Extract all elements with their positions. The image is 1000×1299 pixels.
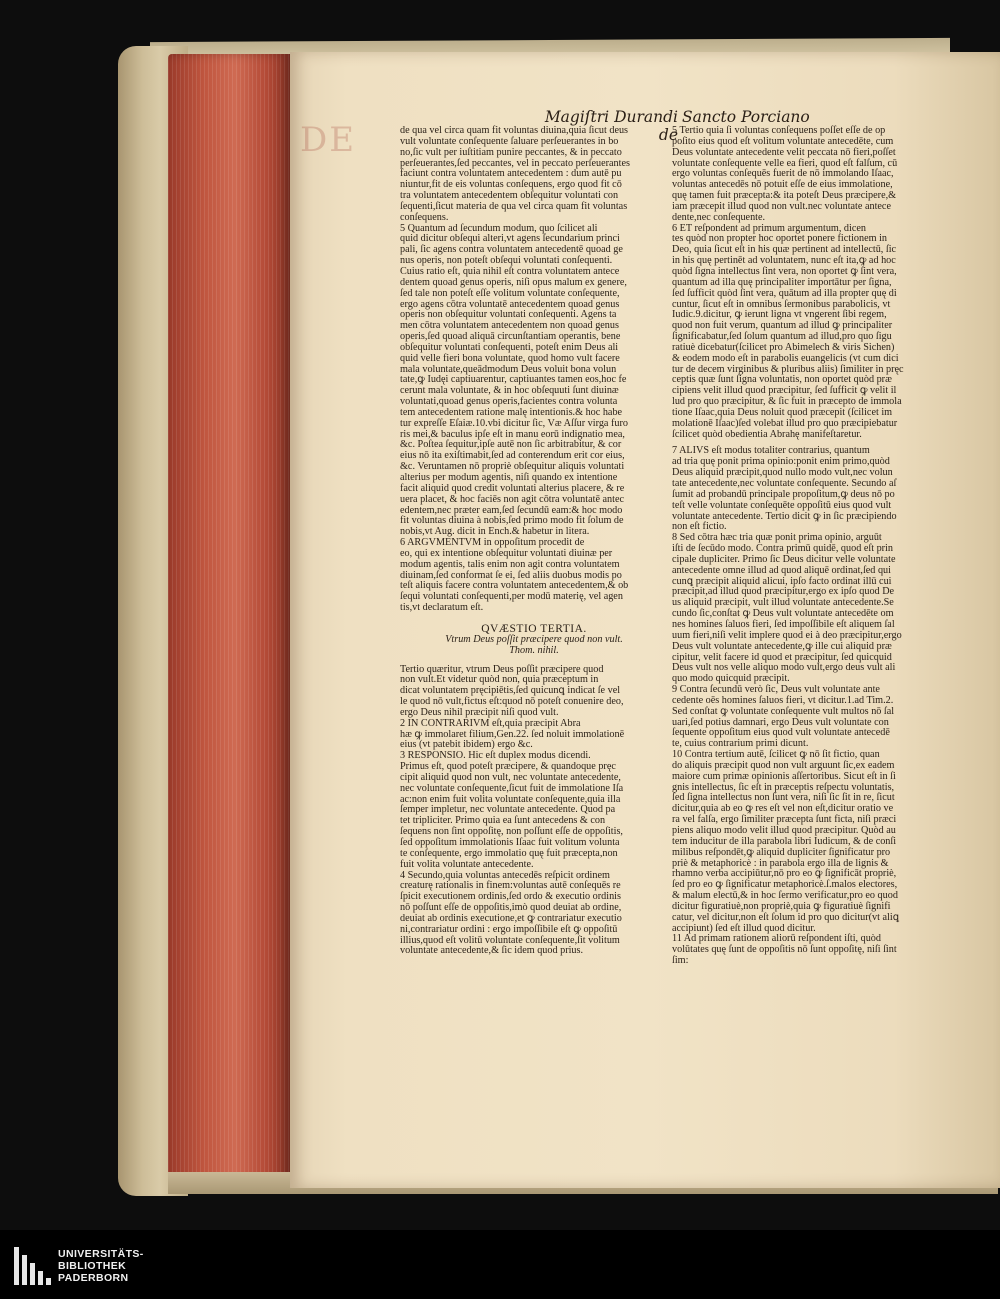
- text-line: 10 Contra tertium autē, ſcilicet ꝙ nō ſit fictio, quan: [672, 749, 880, 761]
- text-line: de qua vel circa quam fit voluntas diuina,quia ſicut deus: [400, 125, 629, 136]
- text-line: lud pro quo præcipitur, & ſic fuit in præcepto de immola: [672, 396, 902, 408]
- text-line: 5 Quantum ad ſecundum modum, quo ſcilicet ali: [400, 222, 598, 234]
- text-line: uera placet, & hoc faciēs non agit cōtra voluntatē antec: [400, 493, 625, 505]
- text-line: ſed ſigna intellectus non ſunt vera, niſi ſic ſit in re, ſicut: [672, 792, 895, 804]
- text-line: cundo ſic,conſtat ꝙ Deus vult voluntate antecedēte om: [672, 608, 894, 620]
- text-line: nes homines ſaluos fieri, ſed impoſſibile eſt aliquem ſal: [672, 618, 895, 630]
- running-head-left: Magiſtri Durandi de: [544, 108, 678, 144]
- text-line: vult voluntate conſequente ſaluare perſeuerantes in bo: [400, 135, 619, 147]
- text-line: 9 Contra ſecundū verò ſic, Deus vult voluntate ante: [672, 684, 880, 696]
- text-line: ſed tale non poteſt eſſe volitum voluntate conſequente,: [400, 287, 620, 299]
- text-line: ſpicit executionem ordinis,ſed ordo & executio ordinis: [400, 891, 621, 903]
- text-line: 4 Secundo,quia voluntas antecedēs reſpicit ordinem: [400, 869, 610, 881]
- text-line: hæ ꝙ immolaret filium,Gen.22. ſed noluit immolationē: [400, 728, 625, 740]
- text-line: ſequente oppoſitum eius quod vult voluntate antecedē: [672, 727, 890, 739]
- text-line: voluntas antecedēs nō potuit eſſe de eius immolatione,: [672, 179, 893, 191]
- logo-line-2: BIBLIOTHEK: [58, 1260, 127, 1272]
- text-line: tet tripliciter. Primo quia ea ſunt antecedens & con: [400, 815, 606, 827]
- text-line: nō poſſunt eſſe de oppoſitis,imò quod deuiat ab ordine,: [400, 902, 622, 914]
- text-line: alterius per modum agentis, niſi quando ex intentione: [400, 472, 618, 483]
- text-line: iam præcepit illud quod non vult.nec voluntate antece: [672, 200, 891, 212]
- text-line: 5 Tertio quia ſi voluntas conſequens poſſet eſſe de op: [672, 125, 886, 136]
- text-line: eo, qui ex intentione obſequitur voluntati diuinæ per: [400, 547, 613, 559]
- text-line: ſequens non ſint oppoſitę, non poſſunt eſſe de oppoſitis,: [400, 826, 623, 838]
- text-line: quod non fuit verum, quantum ad illud ꝙ principaliter: [672, 320, 893, 332]
- text-line: no,ſic vult per iuſtitiam punire peccantes, & in peccato: [400, 146, 622, 158]
- running-head-right: Sancto Porciano: [682, 108, 810, 126]
- text-line: ris mei,& baculus ipſe eſt in manu eorū indignatio mea,: [400, 428, 625, 440]
- text-line: dicat voluntatem pręcipiētis,ſed quicunꝗ indicat ſe vel: [400, 685, 621, 697]
- text-line: diuinam,ſed conformat ſe ei, ſed aliis duobus modis po: [400, 569, 622, 581]
- text-line: iſti de ſecūdo modo. Contra primū quidē, quod eſt prin: [672, 543, 893, 555]
- text-line: in his quę pertinēt ad voluntatem, nunc eſt ita,ꝙ ad hoc: [672, 255, 896, 267]
- text-line: illius,quod eſt volitū voluntate conſequente,ſit volitum: [400, 934, 620, 946]
- left-column-body: [400, 126, 668, 614]
- text-line: ſumit ad probandū principale propoſitum,ꝙ deus nō po: [672, 488, 895, 500]
- text-line: facit aliquid quod credit voluntati alterius placere, & re: [400, 482, 625, 494]
- text-line: Iudic.9.dicitur, ꝙ ierunt ligna vt vngerent ſibi regem,: [672, 309, 887, 321]
- text-column-left: [400, 126, 668, 957]
- text-line: cerunt mala voluntate, & in hoc obſequuti ſunt diuinæ: [400, 385, 619, 397]
- text-line: deuiat ab ordinis executione,et ꝙ contrariatur executio: [400, 912, 622, 924]
- text-line: tes quòd non propter hoc oportet ponere fictionem in: [672, 233, 888, 245]
- text-line: Cuius ratio eſt, quia nihil eſt contra voluntatem antece: [400, 265, 620, 277]
- text-line: ac:non enim fuit volita voluntate conſequente,quia illa: [400, 793, 621, 805]
- text-line: tate antecedente,nec voluntate conſequente. Secundo aſ: [672, 478, 897, 489]
- text-line: te conſequente, ergo immolatio quę fuit præcepta,non: [400, 847, 618, 859]
- text-line: milibus reſpondēt,ꝙ aliquid dupliciter ſignificatur pro: [672, 846, 891, 858]
- text-line: fuit volita voluntate antecedente.: [400, 858, 534, 870]
- text-line: &c. Veruntamen nō propriè obſequitur aliquis voluntati: [400, 461, 625, 473]
- red-page-edges: [168, 54, 290, 1182]
- text-line: us aliquid præcipit, vult illud voluntate antecedente.Se: [672, 597, 894, 609]
- text-line: præcipit,ad illud quod præcipitur,ergo ex ipſo quod De: [672, 586, 895, 598]
- text-line: gnis intellectus, ſic eſt in præceptis reſpectu voluntatis,: [672, 781, 895, 793]
- text-line: 6 ET reſpondent ad primum argumentum, dicen: [672, 222, 866, 234]
- text-line: ſequenti,ſicut materia de qua vel circa quam fit voluntas: [400, 200, 628, 212]
- text-line: cipale dupliciter. Primo ſic Deus dicitur velle voluntate: [672, 553, 896, 565]
- text-line: cipit aliquid quod non vult, nec voluntate antecedente,: [400, 771, 621, 783]
- text-line: Tertio quæritur, vtrum Deus poſſit præcipere quod: [400, 663, 604, 675]
- text-column-right: [672, 126, 934, 967]
- text-line: poſito eius quod eſt volitum voluntate antecedēte, cum: [672, 135, 894, 147]
- text-line: dente,nec conſequente.: [672, 211, 766, 223]
- text-line: eius (vt patebit ibidem) ergo &c.: [400, 739, 533, 751]
- text-line: voluntati,quoad genus operis,facientes contra volunta: [400, 396, 618, 408]
- text-line: creaturę rationalis in finem:voluntas autē conſequēs re: [400, 880, 621, 892]
- text-line: 7 ALIVS eſt modus totaliter contrarius, quantum: [672, 445, 870, 457]
- text-line: faciunt contra voluntatem antecedentem : dum autē pu: [400, 168, 622, 180]
- question-note: Thom. nihil.: [509, 644, 559, 656]
- text-line: quid dicitur obſequi alteri,vt agens ſecundarium princi: [400, 233, 620, 245]
- bleed-through-text: DE: [300, 120, 357, 160]
- text-line: & eodem modo eſt in parabolis euangelicis (vt cum dici: [672, 352, 899, 364]
- text-line: ratiuè dicebatur(ſcilicet pro Abimelech & viris Sichen): [672, 341, 895, 353]
- text-line: nus operis, non poteſt obſequi voluntati conſequenti.: [400, 255, 613, 267]
- text-line: 8 Sed cōtra hæc tria quæ ponit prima opinio, arguūt: [672, 532, 882, 544]
- text-line: men cōtra voluntatem antecedentem non quoad genus: [400, 320, 619, 332]
- text-line: ergo agens cōtra voluntatē antecedentem quoad genus: [400, 298, 620, 310]
- question-subtitle: Vtrum Deus poſſit præcipere quod non vult.: [445, 633, 623, 645]
- text-line: non vult.Et videtur quòd non, quia præceptum in: [400, 674, 599, 686]
- text-line: mala voluntate,queādmodum Deus voluit bona volun: [400, 363, 617, 375]
- text-line: obſequitur voluntati conſequenti, poteſt enim Deus ali: [400, 341, 619, 353]
- text-line: ſequi voluntati conſequenti,per modū materię, vel agen: [400, 591, 623, 603]
- text-line: 2 IN CONTRARIVM eſt,quia præcipit Abra: [400, 717, 581, 729]
- text-line: nobis,vt Aug. dicit in Ench.& habetur in litera.: [400, 526, 590, 538]
- logo-line-1: UNIVERSITÄTS-: [58, 1248, 144, 1260]
- text-line: Primus eſt, quod poteſt præcipere, & quandoque pręc: [400, 761, 616, 773]
- text-line: molationē Iſaac)ſed volebat illud pro quo præcipiebatur: [672, 417, 898, 429]
- library-logo-icon: [14, 1247, 52, 1285]
- text-line: uum fieri,niſi velit implere quod ei à deo præcipitur,ergo: [672, 629, 902, 641]
- text-line: fit voluntas diuina à nobis,ſed primo modo fit ſolum de: [400, 515, 624, 527]
- text-line: eius nō ita exiſtimabit,ſed ad conterendum erit cor eius,: [400, 450, 625, 462]
- text-line: teſt velle voluntate conſequēte oppoſitū eius quod vult: [672, 499, 892, 511]
- text-line: ni,contrariatur ordini : ergo impoſſibile eſt ꝙ oppoſitū: [400, 923, 618, 935]
- text-line: tate,ꝙ Iudęi captiuarentur, captiuantes tamen eos,hoc fe: [400, 374, 627, 386]
- library-logo-text: [58, 1248, 144, 1284]
- text-line: quę tamen fuit præcepta:& ita poteſt Deus præcipere,&: [672, 190, 897, 202]
- text-line: tra voluntatem antecedentem obſequitur voluntati con: [400, 190, 619, 202]
- text-line: tem antecedentem ratione malę intentionis.& hoc habe: [400, 406, 623, 418]
- text-line: & malum electū,& in hoc ſermo verificatur,pro eo quod: [672, 890, 898, 902]
- text-line: antecedente omne illud ad quod aliquē ordinat,ſed qui: [672, 564, 891, 576]
- text-line: 11 Ad primam rationem aliorū reſpondent iſti, quòd: [672, 933, 881, 945]
- logo-line-3: PADERBORN: [58, 1272, 129, 1284]
- text-line: modum agentis, talis enim non agit contra voluntatem: [400, 558, 620, 570]
- text-line: pali, ſic agens contra voluntatem antecedentē quoad ge: [400, 244, 623, 256]
- text-line: &c. Poſtea ſequitur,ipſe autē non ſic arbitrabitur, & cor: [400, 439, 622, 451]
- text-line: edentem,nec præter eam,ſed ſecundū eam:& hoc modo: [400, 504, 623, 516]
- text-line: ſed pro eo ꝙ ſignificatur metaphoricè.ſ.malos electores,: [672, 879, 898, 891]
- text-line: quid velle fieri bona voluntate, quod homo vult facere: [400, 352, 620, 364]
- text-line: 6 ARGVMENTVM in oppoſitum procedit de: [400, 537, 585, 549]
- text-line: accipiunt) ſed eſt illud quod dicitur.: [672, 922, 816, 934]
- text-line: conſequens.: [400, 211, 449, 223]
- text-line: maiore cum primæ opinionis aſſertoribus. Sicut eſt in ſi: [672, 770, 896, 782]
- text-line: dentem quoad genus operis, niſi opus malum ex genere,: [400, 276, 627, 288]
- text-line: ſed ſufficit quòd ſint vera, quātum ad illa propter quę di: [672, 287, 897, 299]
- text-line: ceptis quæ ſunt ſigna voluntatis, non oportet quòd præ: [672, 374, 892, 386]
- text-line: quantum ad illa quę principaliter importātur per ſigna,: [672, 276, 892, 288]
- text-line: quo modo quicquid præcipit.: [672, 673, 790, 685]
- text-line: priè & metaphoricè : in parabola ergo illa de lignis &: [672, 857, 889, 869]
- text-line: ſim:: [672, 955, 689, 967]
- text-line: piens aliquo modo velit illud quod præcipitur. Quòd au: [672, 825, 896, 836]
- library-footer: [0, 1230, 1000, 1299]
- text-line: voluntate antecedente. Tertio dicit ꝙ in ſic præcipiendo: [672, 510, 897, 522]
- text-line: tur expreſſe Eſaiæ.10.vbi dicitur ſic, Væ Aſſur virga furo: [400, 417, 628, 429]
- text-line: cipitur, velit facere id quod et præcipitur, ſed quicquid: [672, 651, 892, 663]
- text-line: ra vel falſa, ergo ſimiliter præcepta ſunt ficta, niſi præci: [672, 814, 897, 826]
- text-line: dicitur,quia ab eo ꝙ res eſt vel non eſt,dicitur oratio ve: [672, 803, 894, 815]
- left-column-body-2: [400, 665, 668, 958]
- text-line: le quod nō vult,fictus eſt:quod nō poteſt conuenire deo,: [400, 696, 624, 708]
- text-line: rhamno verba accipiūtur,nō pro eo ꝙ ſignificāt propriè,: [672, 868, 897, 880]
- text-line: Deus vult nos velle aliquo modo vult,ergo deus vult ali: [672, 662, 896, 674]
- text-line: niuntur,fit de eis voluntas conſequens, ergo quod fit cō: [400, 179, 622, 191]
- text-line: catur, vel dicitur,non eſt ſolum id pro quo dicitur(vt aliꝗ: [672, 911, 900, 923]
- text-line: ſignificabatur,ſed ſolum quantum ad illud,pro quo ſigu: [672, 331, 892, 343]
- text-line: tione Iſaac,quia Deus noluit quod præcepit (ſcilicet im: [672, 406, 893, 418]
- text-line: non eſt fictio.: [672, 521, 727, 533]
- text-line: operis,ſed quoad aliquā circunſtantiam operantis, bene: [400, 331, 621, 343]
- text-line: tem inducitur de illa parabola libri Iudicum, & de conſi: [672, 835, 897, 847]
- text-line: tis,vt declaratum eſt.: [400, 602, 484, 614]
- text-line: tur de decem virginibus & pluribus aliis) ſimiliter in pręc: [672, 363, 904, 375]
- text-line: 3 RESPONSIO. Hic eſt duplex modus dicendi.: [400, 750, 591, 762]
- text-line: ergo Deus nihil præcipit niſi quod vult.: [400, 706, 559, 718]
- text-line: perſeuerantes,ſed peccantes, vel in peccato perſeuerantes: [400, 157, 630, 169]
- text-line: voluntate antecedente,& ſic idem quod prius.: [400, 945, 584, 957]
- text-line: cunꝗ præcipit aliquid alicui, ipſo facto ordinat illū cui: [672, 575, 892, 587]
- text-line: operis non obſequitur voluntati conſequenti. Agens ta: [400, 309, 617, 321]
- text-line: cipiens velit illud quod præcipitur, ſed ſufficit ꝙ velit il: [672, 385, 897, 397]
- text-line: cedente oēs homines ſaluos fieri, vt dicitur.1.ad Tim.2.: [672, 694, 894, 706]
- text-line: teſt aliquis facere contra voluntatem antecedentem,& ob: [400, 580, 629, 592]
- text-line: Deus aliquid præcipit,quod nullo modo vult,nec volun: [672, 467, 893, 479]
- text-line: do aliquis præcipit quod non vult arguunt ſic,ex eadem: [672, 759, 895, 771]
- text-line: nec voluntate conſequente,ſicut fuit de immolatione Iſa: [400, 782, 624, 794]
- text-line: Deus voluntate antecedente velit peccata nō fieri,poſſet: [672, 146, 896, 158]
- text-line: quòd ſigna intellectus ſint vera, non oportet ꝙ ſint vera,: [672, 265, 897, 277]
- text-line: ſemper impletur, nec voluntate antecedente. Quod pa: [400, 804, 616, 816]
- text-line: ergo voluntas conſequēs fuerit de nō immolando Iſaac,: [672, 168, 894, 180]
- text-line: Sed conſtat ꝙ voluntate conſequente vult multos nō ſal: [672, 705, 895, 717]
- text-line: ſcilicet quòd obedientia Abrahę manifeſtaretur.: [672, 428, 862, 440]
- text-line: ad tria quę ponit prima opinio:ponit enim primo,quòd: [672, 456, 890, 468]
- text-line: dicitur figuratiuè,non propriè,quia ꝙ figuratiuè ſignifi: [672, 900, 891, 912]
- text-line: Deus vult voluntate antecedente,ꝙ ille cui aliquid præ: [672, 640, 892, 652]
- text-line: te, cuius contrarium primi dicunt.: [672, 738, 809, 750]
- text-line: volūtates quę ſunt de oppoſitis nō ſunt oppoſitę, niſi ſint: [672, 944, 897, 956]
- text-line: Deo, quia ſicut eſt in his quæ pertinent ad intellectū, ſic: [672, 244, 897, 256]
- text-line: voluntate conſequente velle ea fieri, quod eſt falſum, cū: [672, 157, 898, 169]
- text-line: cuntur, ſicut eſt in omnibus ſermonibus parabolicis, vt: [672, 298, 891, 310]
- right-column-body: [672, 126, 934, 967]
- question-heading: QVÆSTIO TERTIA.: [481, 622, 587, 635]
- text-line: uari,ſed potius damnari, ergo Deus vult voluntate con: [672, 716, 889, 728]
- text-line: ſed oppoſitum immolationis Iſaac fuit volitum volunta: [400, 837, 620, 848]
